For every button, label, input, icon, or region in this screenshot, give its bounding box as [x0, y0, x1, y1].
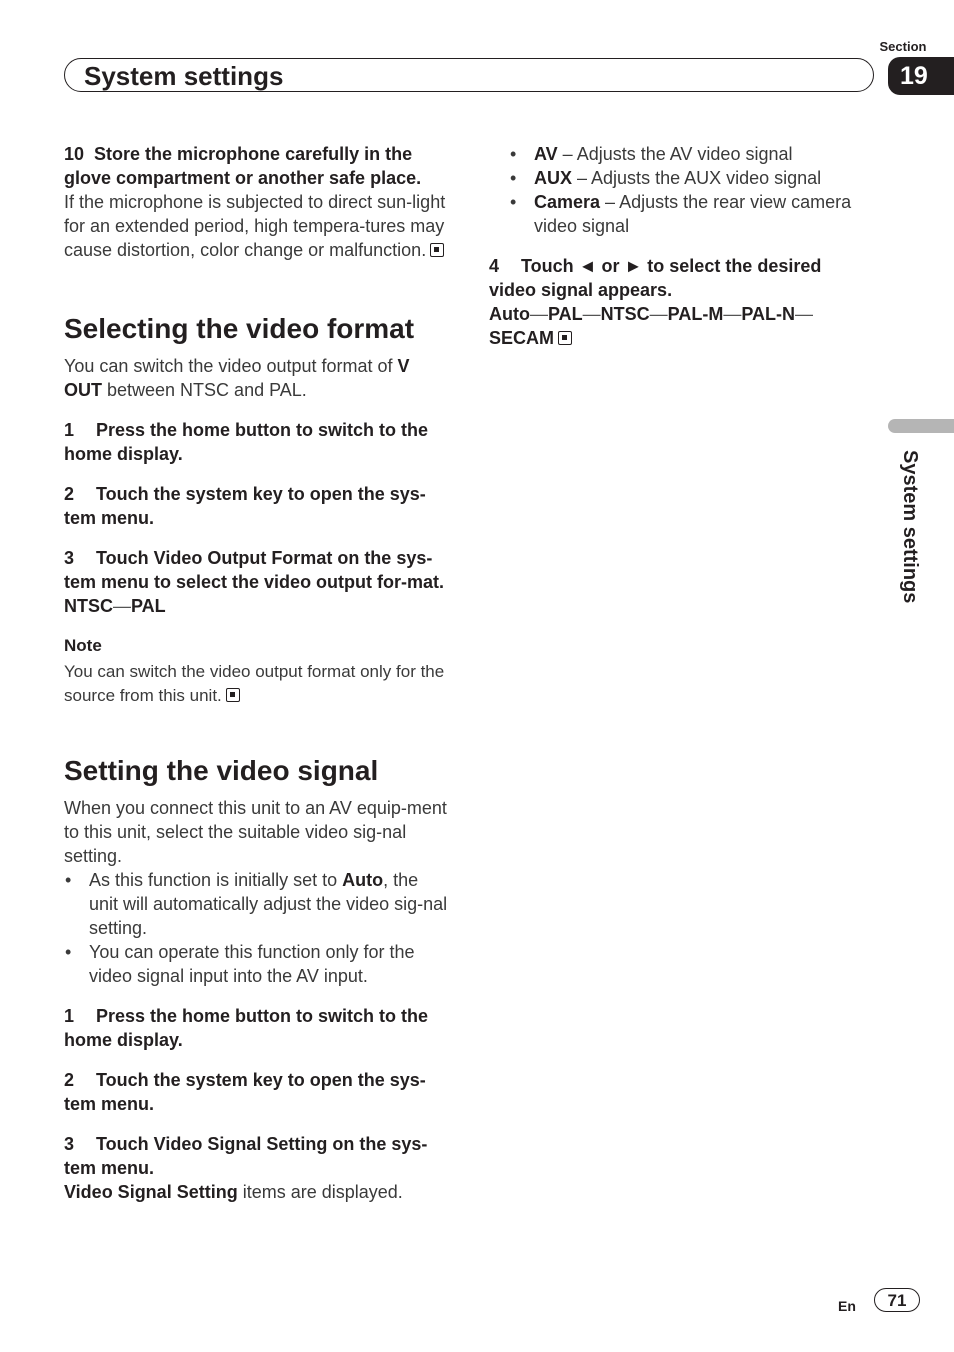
side-tab-bar	[888, 419, 954, 433]
step-number: 2	[64, 1070, 75, 1090]
step-number: 10	[64, 144, 85, 164]
option-pal: PAL	[131, 596, 166, 616]
step-number: 4	[489, 256, 500, 276]
video-signal-bullets	[64, 868, 450, 988]
video-signal-result	[64, 1180, 450, 1204]
option-label: Camera	[534, 192, 601, 212]
step-number: 2	[64, 484, 75, 504]
list-item	[64, 940, 450, 988]
intro-text: You can switch the video output format of	[64, 356, 398, 376]
intro-text: between NTSC and PAL.	[102, 380, 307, 400]
step-text: Press the home button to switch to the home display.	[64, 420, 429, 464]
list-item	[64, 868, 450, 940]
step-number: 3	[64, 1134, 75, 1154]
option-ntsc: NTSC	[64, 596, 113, 616]
step-10-body	[64, 190, 450, 262]
option-desc: – Adjusts the rear view camera video signal	[534, 192, 852, 236]
page-title: System settings	[84, 61, 284, 91]
video-format-intro	[64, 354, 450, 402]
separator: —	[113, 596, 131, 616]
separator: —	[529, 304, 548, 324]
end-mark-icon	[558, 331, 572, 345]
step-10	[64, 142, 450, 190]
step-text: Touch ◄ or ► to select the desired video signal appears.	[489, 256, 822, 300]
step-text: Touch the system key to open the sys-tem menu.	[64, 1070, 426, 1114]
result-bold: Video Signal Setting	[64, 1182, 238, 1202]
list-item	[509, 190, 869, 238]
step-4	[489, 254, 869, 302]
signal-values	[489, 302, 869, 350]
list-item	[509, 142, 869, 166]
end-mark-icon	[430, 243, 444, 257]
value-secam: SECAM	[489, 328, 555, 348]
left-column	[64, 142, 450, 1204]
option-label: AUX	[534, 168, 573, 188]
option-label: AV	[534, 144, 558, 164]
body-text: If the microphone is subjected to direct sun-light for an extended period, high tempera-tures may cause distortion, color change or malfunction.	[64, 192, 446, 260]
note-title: Note	[64, 636, 102, 655]
intro-bold: V OUT	[64, 356, 410, 400]
side-tab-label: System settings	[899, 450, 921, 604]
separator: —	[649, 304, 668, 324]
heading-video-format: Selecting the video format	[64, 313, 415, 344]
step-text: Touch Video Output Format on the sys-tem menu to select the video output for-mat.	[64, 548, 445, 592]
value-auto: Auto	[489, 304, 530, 324]
separator: —	[794, 304, 813, 324]
step-number: 3	[64, 548, 75, 568]
step-text: Touch the system key to open the sys-tem menu.	[64, 484, 426, 528]
video-format-step-3	[64, 546, 450, 594]
bullet-text: , the unit will automatically adjust the video sig-nal setting.	[89, 870, 448, 938]
note-text: You can switch the video output format only for the source from this unit.	[64, 662, 445, 705]
bullet-bold: Auto	[342, 870, 384, 890]
value-pal-m: PAL-M	[667, 304, 724, 324]
value-pal-n: PAL-N	[741, 304, 795, 324]
signal-options-list	[489, 142, 869, 238]
end-mark-icon	[226, 688, 240, 702]
step-text: Press the home button to switch to the home display.	[64, 1006, 429, 1050]
bullet-text: As this function is initially set to	[89, 870, 343, 890]
heading-video-signal: Setting the video signal	[64, 755, 379, 786]
video-format-options	[64, 594, 450, 618]
bullet-text: You can operate this function only for the video signal input into the AV input.	[89, 942, 415, 986]
video-format-step-1	[64, 418, 450, 466]
language-label: En	[838, 1298, 856, 1314]
right-column	[489, 142, 869, 350]
option-desc: – Adjusts the AV video signal	[557, 144, 793, 164]
video-signal-step-1	[64, 1004, 450, 1052]
video-signal-intro: When you connect this unit to an AV equip-ment to this unit, select the suitable video sig-nal setting.	[64, 798, 447, 866]
video-signal-step-3	[64, 1132, 450, 1180]
video-signal-step-2	[64, 1068, 450, 1116]
separator: —	[723, 304, 742, 324]
step-text: Touch Video Signal Setting on the sys-tem menu.	[64, 1134, 428, 1178]
note-body	[64, 660, 450, 708]
step-text: Store the microphone carefully in the glove compartment or another safe place.	[64, 144, 422, 188]
result-text: items are displayed.	[237, 1182, 403, 1202]
value-ntsc: NTSC	[600, 304, 650, 324]
list-item	[509, 166, 869, 190]
section-number-tab: 19	[888, 57, 954, 95]
page-number: 71	[874, 1288, 920, 1312]
section-label: Section	[879, 39, 927, 54]
step-number: 1	[64, 1006, 75, 1026]
value-pal: PAL	[547, 304, 583, 324]
video-format-step-2	[64, 482, 450, 530]
step-number: 1	[64, 420, 75, 440]
option-desc: – Adjusts the AUX video signal	[572, 168, 822, 188]
separator: —	[582, 304, 601, 324]
